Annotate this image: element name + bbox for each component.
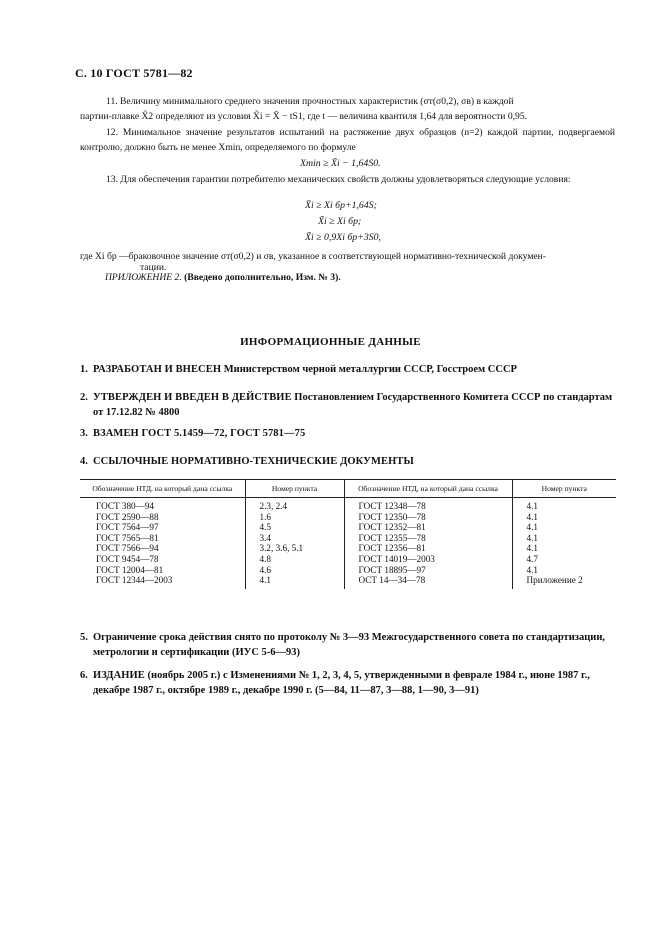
clause-left: 4.1 <box>245 575 344 589</box>
clause-left: 4.6 <box>245 565 344 576</box>
clause-right: 4.1 <box>512 512 616 523</box>
item-number: 1. <box>80 364 88 375</box>
header-clause-left: Номер пункта <box>245 480 344 498</box>
table-row <box>80 533 616 544</box>
clause-left: 4.5 <box>245 522 344 533</box>
item-number: 2. <box>80 392 88 403</box>
doc-left: ГОСТ 7565—81 <box>96 532 159 543</box>
paragraph-12: 12. Минимальное значение результатов испытаний на растяжение двух образцов (n=2) каждой партии, подвергаемой контролю, должно быть не менее Xmin, определяемого по формуле <box>80 127 615 153</box>
table-header-row <box>80 480 616 498</box>
clause-left: 3.2, 3.6, 5.1 <box>245 543 344 554</box>
info-item-1 <box>80 362 618 377</box>
table-row <box>80 498 616 512</box>
doc-left: ГОСТ 12344—2003 <box>96 575 173 586</box>
doc-right: ГОСТ 14019—2003 <box>344 554 512 565</box>
paragraph-11-line2: партии-плавке X̃2 определяют из условия X̃i = X̄ − tS1, где t — величина квантиля 1,64 для вероятности 0,95. <box>80 111 528 122</box>
where-line2: тации. <box>140 262 167 273</box>
info-item-6 <box>80 668 618 698</box>
item-caps: РАЗРАБОТАН И ВНЕСЕН <box>93 364 222 375</box>
doc-right: ГОСТ 12348—78 <box>344 498 512 512</box>
item-number: 4. <box>80 456 88 467</box>
doc-right: ГОСТ 12356—81 <box>344 543 512 554</box>
item-text: Министерством черной металлургии СССР, Госстроем СССР <box>223 364 517 375</box>
where-line1: где Xi бр —браковочное значение σт(σ0,2) и σв, указанное в соответствующей нормативно-технической докумен- <box>80 251 546 262</box>
addendum-label: ПРИЛОЖЕНИЕ 2. <box>105 272 182 283</box>
doc-left: ГОСТ 9454—78 <box>96 553 159 564</box>
info-item-4 <box>80 454 618 469</box>
section-title: ИНФОРМАЦИОННЫЕ ДАННЫЕ <box>240 336 421 348</box>
condition-2: X̃i ≥ Xi бр; <box>318 216 362 227</box>
info-item-2 <box>80 390 618 420</box>
addendum-note <box>105 272 341 283</box>
doc-right: ГОСТ 18895—97 <box>344 565 512 576</box>
item-caps: УТВЕРЖДЕН И ВВЕДЕН В ДЕЙСТВИЕ <box>93 392 292 403</box>
doc-left: ГОСТ 7564—97 <box>96 522 159 533</box>
table-row <box>80 565 616 576</box>
item-text: Ограничение срока действия снято по протоколу № 3—93 Межгосударственного совета по стандартизации, метрологии и сертификации (ИУС 5-6—93) <box>93 632 606 658</box>
paragraph-11-line1: 11. Величину минимального среднего значения прочностных характеристик (σт(σ0,2), σв) в каждой <box>106 96 514 107</box>
condition-3: X̃i ≥ 0,9Xi бр+3S0, <box>305 232 381 243</box>
header-clause-right: Номер пункта <box>512 480 616 498</box>
clause-right: 4.1 <box>512 565 616 576</box>
item-caps: ИЗДАНИЕ <box>93 670 145 681</box>
doc-right: ОСТ 14—34—78 <box>344 575 512 589</box>
clause-right: 4.1 <box>512 543 616 554</box>
paragraph-13: 13. Для обеспечения гарантии потребителю механических свойств должны удовлетворяться следующие условия: <box>106 174 571 185</box>
doc-left: ГОСТ 7566—94 <box>96 543 159 554</box>
header-doc-left: Обозначение НТД, на который дана ссылка <box>80 480 245 498</box>
clause-right: 4.1 <box>512 522 616 533</box>
table-row <box>80 512 616 523</box>
info-item-5 <box>80 630 618 660</box>
clause-left: 4.8 <box>245 554 344 565</box>
table-row <box>80 543 616 554</box>
info-item-3 <box>80 426 618 441</box>
item-text: (ноябрь 2005 г.) с Изменениями № 1, 2, 3, 4, 5, утвержденными в феврале 1984 г., июне 1987 г., декабре 1987 г., октябре 1989 г., декабре 1990 г. (5—84, 11—87, 3—88, 1—90, 3—91) <box>93 670 590 696</box>
doc-left: ГОСТ 380—94 <box>96 501 155 511</box>
clause-right: Приложение 2 <box>512 575 616 589</box>
clause-left: 3.4 <box>245 533 344 544</box>
header-doc-right: Обозначение НТД, на который дана ссылка <box>344 480 512 498</box>
addendum-text: (Введено дополнительно, Изм. № 3). <box>184 272 341 283</box>
clause-right: 4.1 <box>512 498 616 512</box>
item-number: 5. <box>80 632 88 643</box>
doc-right: ГОСТ 12350—78 <box>344 512 512 523</box>
item-caps: ВЗАМЕН ГОСТ 5.1459—72, ГОСТ 5781—75 <box>93 428 306 439</box>
doc-left: ГОСТ 12004—81 <box>96 564 164 575</box>
page-header: С. 10 ГОСТ 5781—82 <box>75 66 193 80</box>
table-row <box>80 522 616 533</box>
clause-right: 4.1 <box>512 533 616 544</box>
condition-1: X̄i ≥ Xi бр+1,64S; <box>305 200 377 211</box>
item-text: Постановлением Государственного Комитета СССР по стандартам от 17.12.82 № 4800 <box>93 392 613 418</box>
item-caps: ССЫЛОЧНЫЕ НОРМАТИВНО-ТЕХНИЧЕСКИЕ ДОКУМЕНТЫ <box>93 456 414 467</box>
table-row <box>80 575 616 589</box>
clause-left: 2.3, 2.4 <box>245 498 344 512</box>
item-number: 6. <box>80 670 88 681</box>
doc-left: ГОСТ 2590—88 <box>96 511 159 522</box>
doc-right: ГОСТ 12355—78 <box>344 533 512 544</box>
table-row <box>80 554 616 565</box>
formula-xmin: Xmin ≥ X̃i − 1,64S0. <box>300 158 381 169</box>
clause-left: 1.6 <box>245 512 344 523</box>
clause-right: 4.7 <box>512 554 616 565</box>
item-number: 3. <box>80 428 88 439</box>
references-table <box>80 479 616 589</box>
doc-right: ГОСТ 12352—81 <box>344 522 512 533</box>
